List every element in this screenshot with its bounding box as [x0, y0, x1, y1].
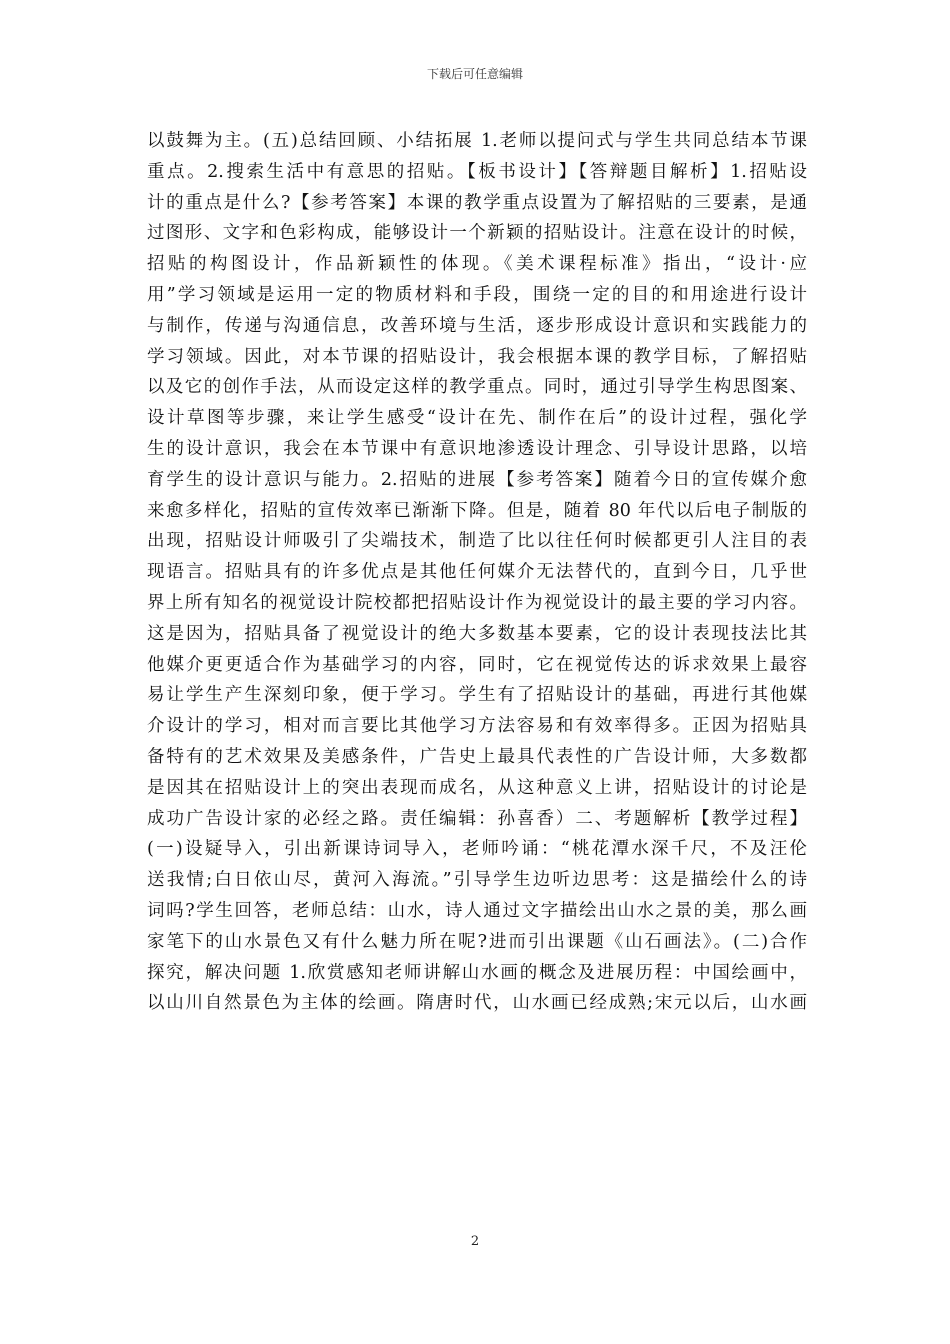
text-line: 学习领域。因此，对本节课的招贴设计，我会根据本课的教学目标，了解招贴: [147, 346, 807, 367]
text-line: 介设计的学习，相对而言要比其他学习方法容易和有效率得多。正因为招贴具: [147, 716, 807, 737]
text-line: 计的重点是什么?【参考答案】本课的教学重点设置为了解招贴的三要素，是通: [147, 192, 807, 213]
text-line: 以及它的创作手法，从而设定这样的教学重点。同时，通过引导学生构思图案、: [147, 377, 807, 398]
text-line: 家笔下的山水景色又有什么魅力所在呢?进而引出课题《山石画法》。(二)合作: [147, 931, 807, 952]
text-line: 以鼓舞为主。(五)总结回顾、小结拓展 1.老师以提问式与学生共同总结本节课: [147, 131, 807, 151]
text-line: 备特有的艺术效果及美感条件，广告史上最具代表性的广告设计师，大多数都: [147, 746, 807, 767]
text-line: 现语言。招贴具有的许多优点是其他任何媒介无法替代的，直到今日，几乎世: [147, 562, 807, 583]
text-line: 招贴的构图设计，作品新颖性的体现。《美术课程标准》指出，“设计·应: [147, 254, 807, 275]
text-line: 送我情;白日依山尽，黄河入海流。”引导学生边听边思考：这是描绘什么的诗: [147, 870, 807, 891]
text-line: 来愈多样化，招贴的宣传效率已渐渐下降。但是，随着 80 年代以后电子制版的: [147, 500, 807, 521]
text-line: 界上所有知名的视觉设计院校都把招贴设计作为视觉设计的最主要的学习内容。: [147, 592, 807, 613]
page-header: 下载后可任意编辑: [426, 67, 523, 81]
text-line: 用”学习领域是运用一定的物质材料和手段，围绕一定的目的和用途进行设计: [147, 284, 807, 305]
text-line: 成功广告设计家的必经之路。责任编辑：孙喜香）二、考题解析【教学过程】: [147, 808, 807, 829]
text-line: 育学生的设计意识与能力。2.招贴的进展【参考答案】随着今日的宣传媒介愈: [147, 469, 807, 490]
text-line: 设计草图等步骤，来让学生感受“设计在先、制作在后”的设计过程，强化学: [147, 408, 807, 429]
text-line: 这是因为，招贴具备了视觉设计的绝大多数基本要素，它的设计表现技法比其: [147, 623, 807, 644]
document-body: [147, 126, 807, 1019]
text-line: 出现，招贴设计师吸引了尖端技术，制造了比以往任何时候都更引人注目的表: [147, 531, 807, 552]
text-line: 他媒介更更适合作为基础学习的内容，同时，它在视觉传达的诉求效果上最容: [147, 654, 807, 675]
text-line: 是因其在招贴设计上的突出表现而成名，从这种意义上讲，招贴设计的讨论是: [147, 777, 807, 798]
text-line: 探究，解决问题 1.欣赏感知老师讲解山水画的概念及进展历程：中国绘画中，: [147, 962, 807, 983]
text-line: 生的设计意识，我会在本节课中有意识地渗透设计理念、引导设计思路，以培: [147, 438, 807, 459]
text-line: 易让学生产生深刻印象，便于学习。学生有了招贴设计的基础，再进行其他媒: [147, 685, 807, 706]
text-line: 重点。2.搜索生活中有意思的招贴。【板书设计】【答辩题目解析】1.招贴设: [147, 161, 807, 182]
text-line: 与制作，传递与沟通信息，改善环境与生活，逐步形成设计意识和实践能力的: [147, 315, 807, 336]
text-line: (一)设疑导入，引出新课诗词导入，老师吟诵：“桃花潭水深千尺，不及汪伦: [147, 839, 807, 860]
text-line: 过图形、文字和色彩构成，能够设计一个新颖的招贴设计。注意在设计的时候，: [147, 223, 807, 244]
page-number: 2: [470, 1234, 480, 1249]
text-line: 词吗?学生回答，老师总结：山水，诗人通过文字描绘出山水之景的美，那么画: [147, 900, 807, 921]
text-line: 以山川自然景色为主体的绘画。隋唐时代，山水画已经成熟;宋元以后，山水画: [147, 993, 807, 1014]
